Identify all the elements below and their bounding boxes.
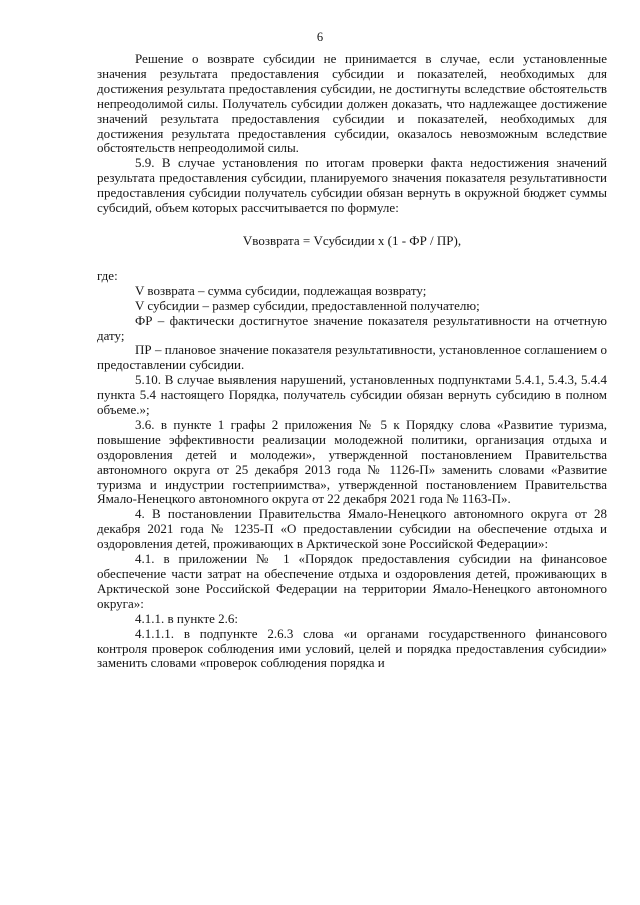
- document-body: [97, 52, 607, 671]
- paragraph-4: 4. В постановлении Правительства Ямало-Ненецкого автономного округа от 28 декабря 2021 года № 1235-П «О предоставлении субсидии на обеспечение отдыха и оздоровления детей, проживающих в Арктической зоне Российской Федерации»:: [97, 506, 607, 552]
- refund-formula: Vвозврата = Vсубсидии x (1 - ФР / ПР),: [242, 232, 462, 248]
- definition-v-refund: V возврата – сумма субсидии, подлежащая возврату;: [135, 282, 427, 298]
- formula-where-label: где:: [97, 267, 118, 283]
- paragraph-4-1-1-1: 4.1.1.1. в подпункте 2.6.3 слова «и органами государственного финансового контроля проверок соблюдения ими условий, целей и порядка предоставления субсидии» заменить словами «проверок соблюдения порядка и: [97, 625, 607, 671]
- paragraph-5-10: 5.10. В случае выявления нарушений, установленных подпунктами 5.4.1, 5.4.3, 5.4.4 пункта 5.4 настоящего Порядка, получатель субсидии обязан вернуть субсидию в полном объеме.»;: [97, 372, 607, 418]
- paragraph-refund-exception: Решение о возврате субсидии не принимается в случае, если установленные значения результата предоставления субсидии и показателей, необходимых для достижения результата предоставления субсидии, не достигнуты вследствие обстоятельств непреодолимой силы. Получатель субсидии должен доказать, что надлежащее достижение значений результата предоставления субсидии и показателей, необходимых для достижения результата предоставления субсидии, оказалось невозможным вследствие обстоятельств непреодолимой силы.: [97, 51, 607, 156]
- definition-pr: ПР – плановое значение показателя результативности, установленное соглашением о предоставлении субсидии.: [97, 342, 607, 373]
- page-number: 6: [316, 30, 324, 44]
- paragraph-4-1: 4.1. в приложении № 1 «Порядок предоставления субсидии на финансовое обеспечение части затрат на обеспечение отдыха и оздоровления детей, проживающих в Арктической зоне Российской Федерации на территории Ямало-Ненецкого автономного округа»:: [97, 551, 607, 611]
- definition-fr: ФР – фактически достигнутое значение показателя результативности на отчетную дату;: [97, 312, 607, 343]
- definition-v-subsidy: V субсидии – размер субсидии, предоставленной получателю;: [135, 297, 480, 313]
- paragraph-5-9: 5.9. В случае установления по итогам проверки факта недостижения значений результата предоставления субсидии, планируемого значения показателя результативности предоставления субсидии получатель субсидии обязан вернуть в окружной бюджет суммы субсидий, объем которых рассчитывается по формуле:: [97, 155, 607, 216]
- paragraph-4-1-1: 4.1.1. в пункте 2.6:: [135, 610, 239, 626]
- paragraph-3-6: 3.6. в пункте 1 графы 2 приложения № 5 к Порядку слова «Развитие туризма, повышение эффективности реализации молодежной политики, организация отдыха и оздоровления детей и молодежи», утвержденной постановлением Правительства автономного округа от 25 декабря 2013 года № 1126-П» заменить словами «Развитие туризма и индустрии гостеприимства», утвержденной постановлением Правительства Ямало-Ненецкого автономного округа от 22 декабря 2021 года № 1163-П».: [97, 416, 607, 507]
